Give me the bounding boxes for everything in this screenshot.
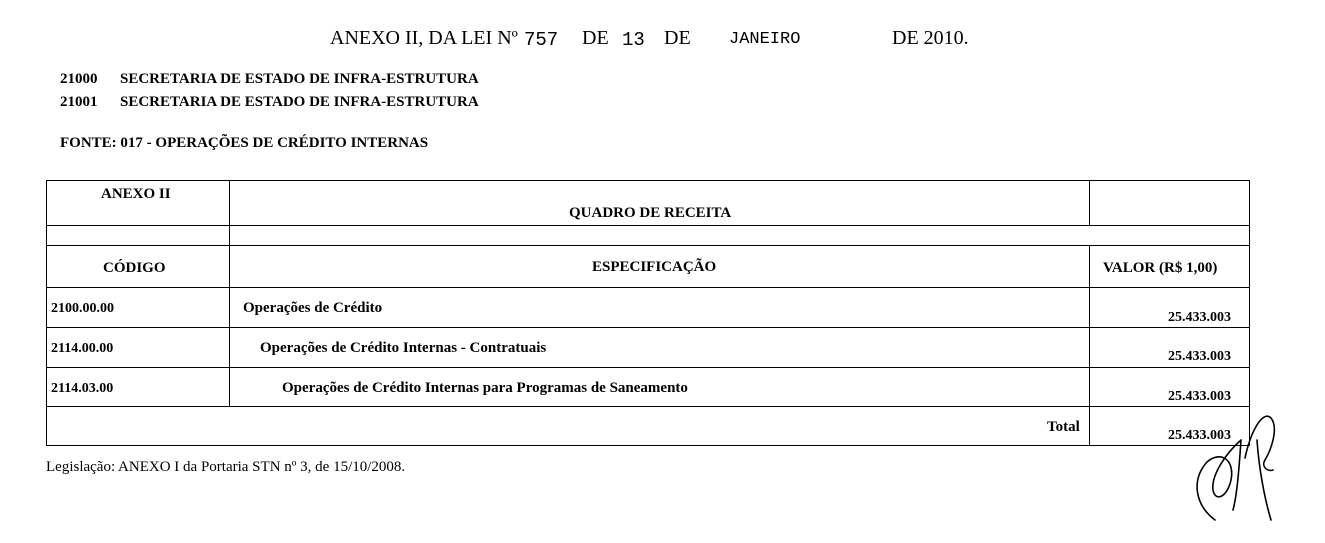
- signature-icon: [1185, 410, 1295, 535]
- quadro-title: QUADRO DE RECEITA: [569, 205, 732, 221]
- org-code: 21000: [60, 71, 98, 87]
- revenue-table: [46, 180, 1250, 446]
- row-especificacao: Operações de Crédito: [243, 300, 383, 316]
- column-header-especificacao: ESPECIFICAÇÃO: [592, 259, 717, 275]
- row-valor: 25.433.003: [1168, 310, 1231, 325]
- total-label: Total: [1047, 419, 1080, 435]
- total-value: 25.433.003: [1168, 428, 1231, 443]
- column-header-valor: VALOR (R$ 1,00): [1103, 260, 1218, 276]
- day: 13: [622, 29, 645, 51]
- table-divider: [47, 245, 1249, 246]
- row-codigo: 2114.03.00: [51, 381, 114, 396]
- table-divider: [47, 327, 1249, 328]
- org-code: 21001: [60, 94, 98, 110]
- fonte-line: FONTE: 017 - OPERAÇÕES DE CRÉDITO INTERNAS: [60, 135, 429, 151]
- table-divider: [47, 406, 1249, 407]
- title-prefix: ANEXO II, DA LEI Nº: [330, 27, 518, 49]
- title-de-2: DE: [664, 27, 691, 49]
- org-line-1: [60, 71, 479, 88]
- table-divider: [47, 225, 1249, 226]
- row-especificacao: Operações de Crédito Internas - Contratuais: [260, 340, 547, 356]
- org-line-2: [60, 94, 479, 111]
- legislacao-note: Legislação: ANEXO I da Portaria STN nº 3, de 15/10/2008.: [46, 459, 406, 475]
- row-codigo: 2100.00.00: [51, 301, 114, 316]
- org-name: SECRETARIA DE ESTADO DE INFRA-ESTRUTURA: [120, 71, 479, 87]
- anexo-label: ANEXO II: [101, 186, 171, 202]
- row-valor: 25.433.003: [1168, 389, 1231, 404]
- org-name: SECRETARIA DE ESTADO DE INFRA-ESTRUTURA: [120, 94, 479, 110]
- table-column-divider: [1089, 245, 1090, 445]
- table-divider: [47, 367, 1249, 368]
- table-divider: [47, 287, 1249, 288]
- document-title-line: [0, 27, 1325, 53]
- month: JANEIRO: [729, 30, 801, 49]
- law-number: 757: [524, 29, 559, 51]
- table-column-divider: [229, 181, 230, 406]
- column-header-codigo: CÓDIGO: [103, 260, 166, 276]
- table-column-divider: [1089, 181, 1090, 225]
- year-text: DE 2010.: [892, 27, 969, 49]
- row-especificacao: Operações de Crédito Internas para Programas de Saneamento: [282, 380, 688, 396]
- title-de-1: DE: [582, 27, 609, 49]
- row-valor: 25.433.003: [1168, 349, 1231, 364]
- row-codigo: 2114.00.00: [51, 341, 114, 356]
